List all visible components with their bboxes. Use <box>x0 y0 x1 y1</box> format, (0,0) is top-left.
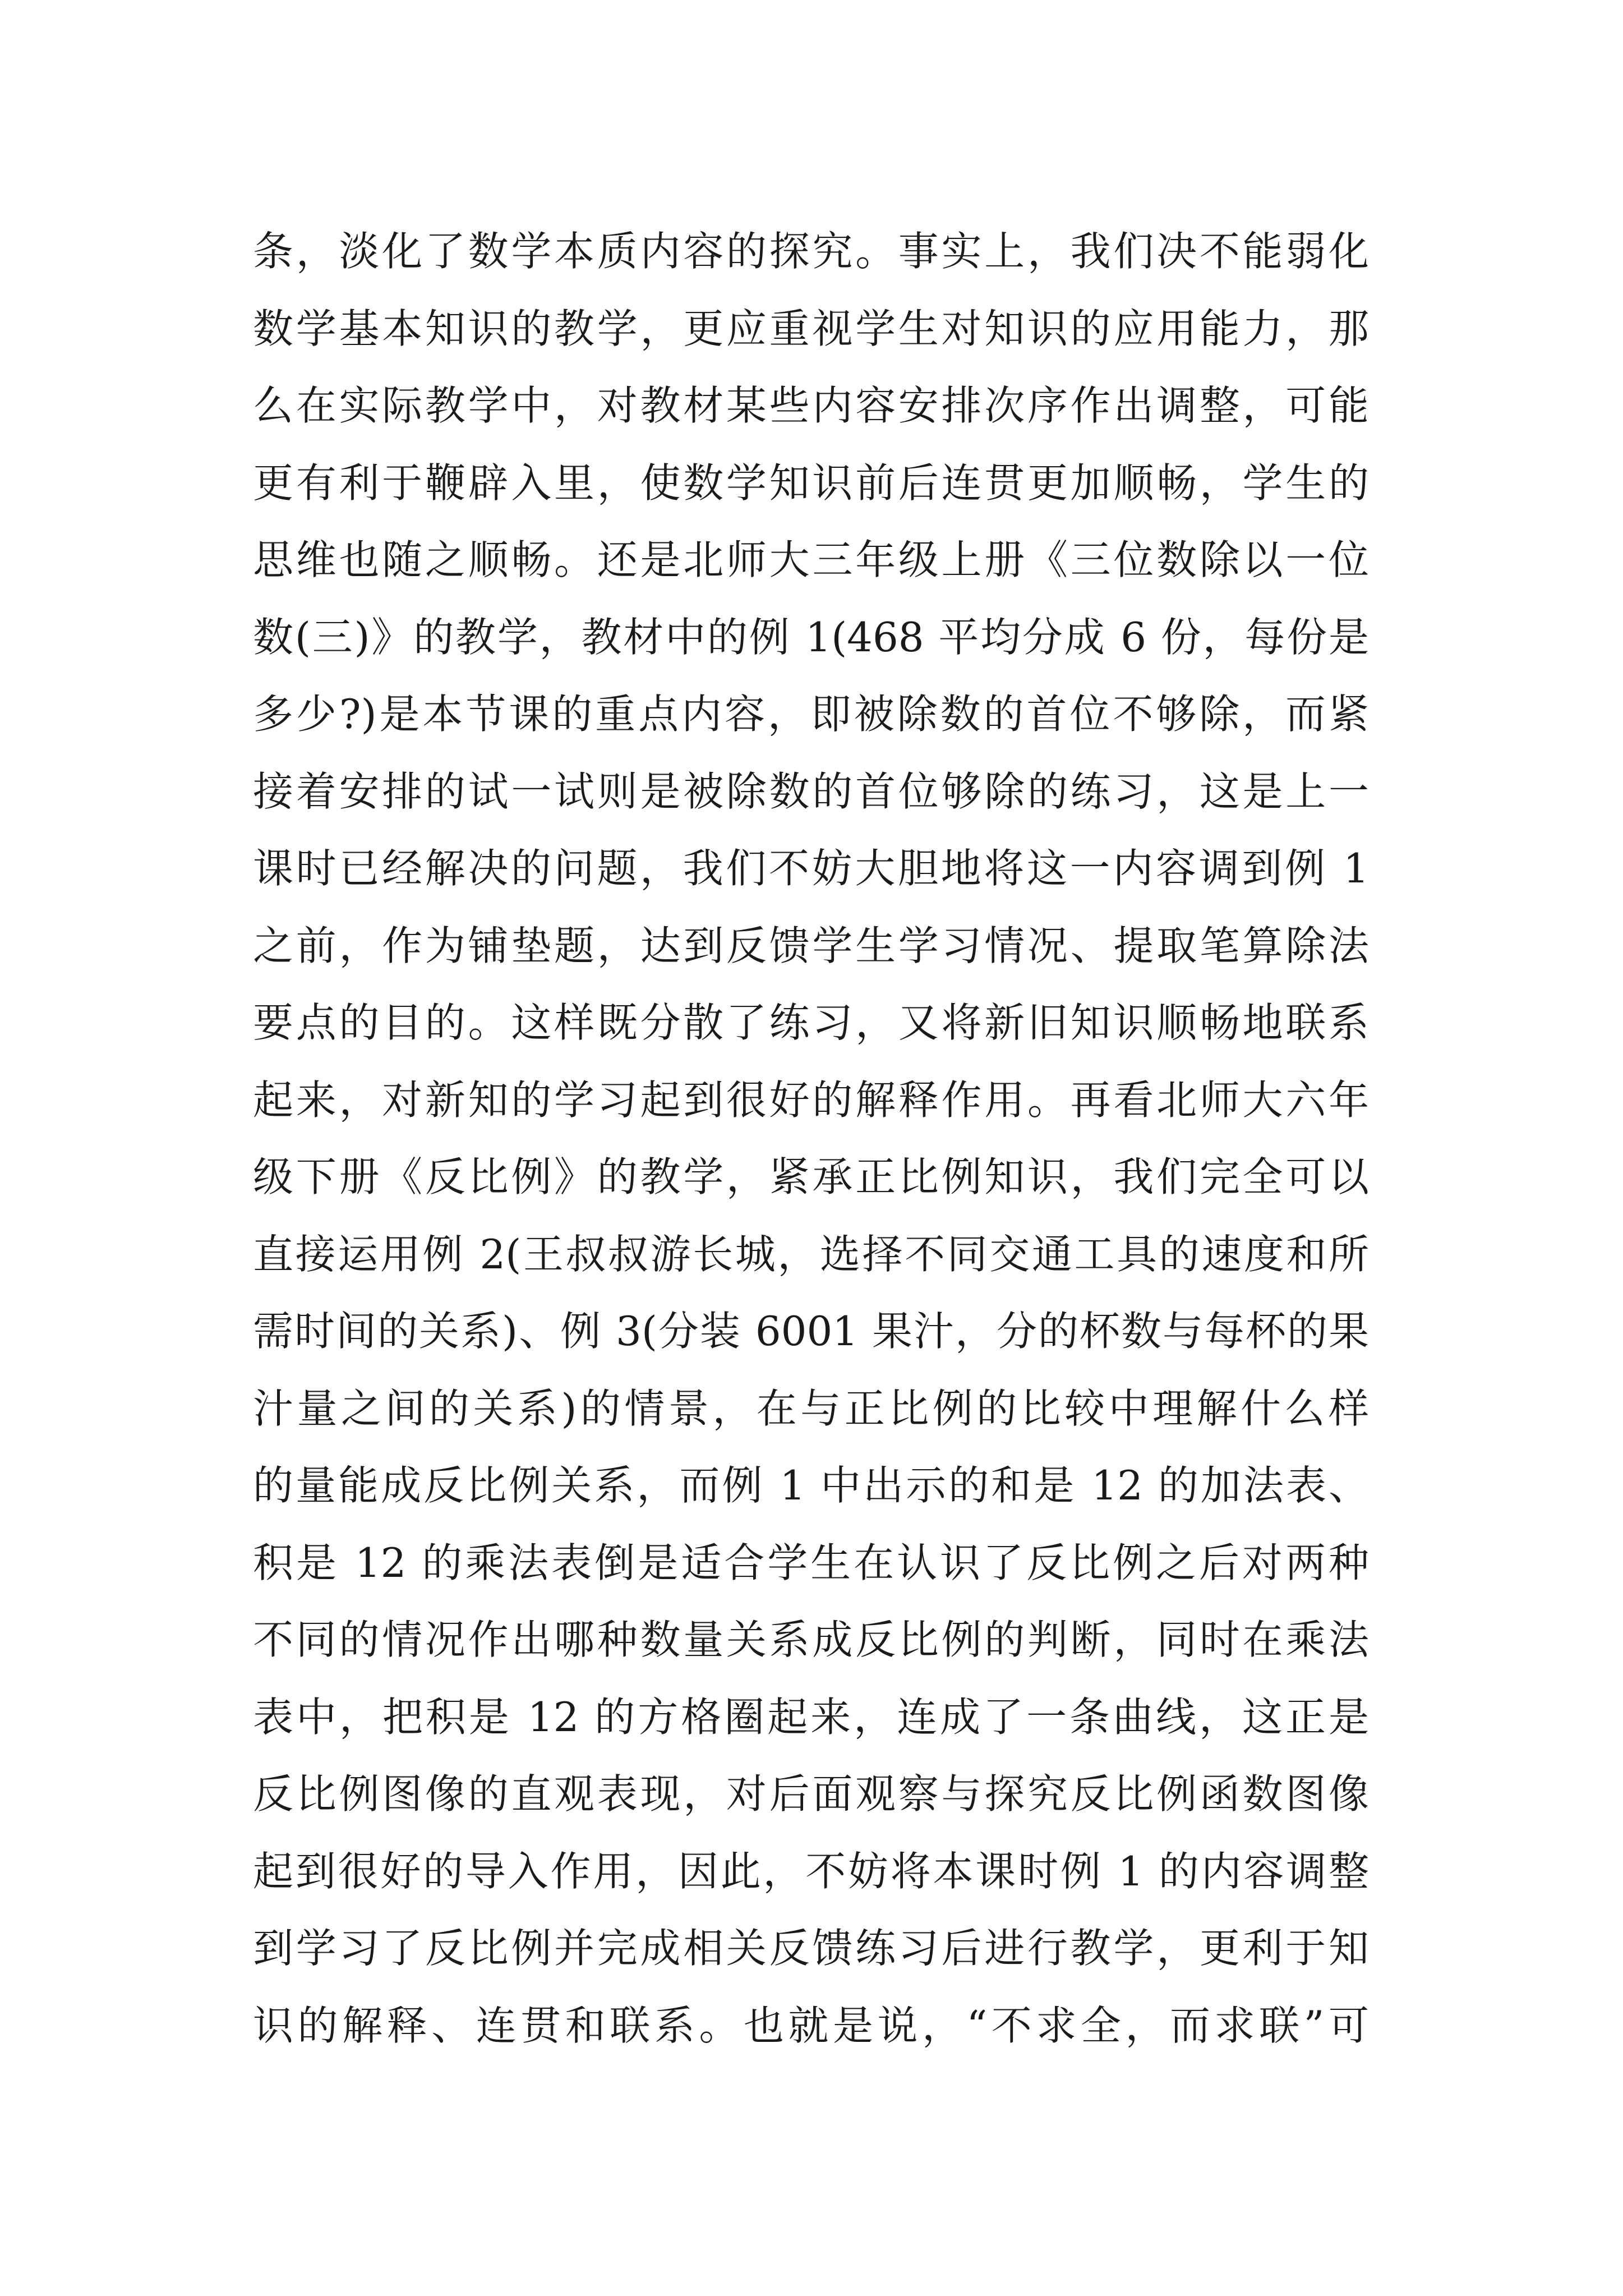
text-line: 直接运用例 2(王叔叔游长城，选择不同交通工具的速度和所 <box>253 1230 1369 1278</box>
text-line: 的量能成反比例关系，而例 1 中出示的和是 12 的加法表、 <box>253 1462 1369 1509</box>
text-line: 起来，对新知的学习起到很好的解释作用。再看北师大六年 <box>253 1076 1369 1124</box>
text-line: 之前，作为铺垫题，达到反馈学生学习情况、提取笔算除法 <box>253 922 1369 969</box>
text-line: 积是 12 的乘法表倒是适合学生在认识了反比例之后对两种 <box>253 1539 1369 1586</box>
text-line: 反比例图像的直观表现，对后面观察与探究反比例函数图像 <box>253 1770 1369 1818</box>
body-paragraph <box>253 213 1369 2064</box>
text-line: 思维也随之顺畅。还是北师大三年级上册《三位数除以一位 <box>253 536 1369 583</box>
text-line: 需时间的关系)、例 3(分装 6001 果汁，分的杯数与每杯的果 <box>253 1308 1369 1355</box>
text-line: 不同的情况作出哪种数量关系成反比例的判断，同时在乘法 <box>253 1616 1369 1663</box>
text-line: 多少?)是本节课的重点内容，即被除数的首位不够除，而紧 <box>253 691 1369 738</box>
text-line: 数(三)》的教学，教材中的例 1(468 平均分成 6 份，每份是 <box>253 613 1369 661</box>
text-line: 条，淡化了数学本质内容的探究。事实上，我们决不能弱化 <box>253 228 1369 275</box>
text-line: 么在实际教学中，对教材某些内容安排次序作出调整，可能 <box>253 382 1369 429</box>
text-line: 课时已经解决的问题，我们不妨大胆地将这一内容调到例 1 <box>253 845 1369 892</box>
text-line: 汁量之间的关系)的情景，在与正比例的比较中理解什么样 <box>253 1384 1369 1432</box>
text-line: 接着安排的试一试则是被除数的首位够除的练习，这是上一 <box>253 767 1369 815</box>
text-line: 要点的目的。这样既分散了练习，又将新旧知识顺畅地联系 <box>253 999 1369 1046</box>
text-line: 级下册《反比例》的教学，紧承正比例知识，我们完全可以 <box>253 1153 1369 1200</box>
text-line: 识的解释、连贯和联系。也就是说，“不求全，而求联”可 <box>253 2001 1369 2049</box>
text-line: 更有利于鞭辟入里，使数学知识前后连贯更加顺畅，学生的 <box>253 459 1369 507</box>
text-line: 到学习了反比例并完成相关反馈练习后进行教学，更利于知 <box>253 1925 1369 1972</box>
text-line: 起到很好的导入作用，因此，不妨将本课时例 1 的内容调整 <box>253 1847 1369 1895</box>
text-line: 表中，把积是 12 的方格圈起来，连成了一条曲线，这正是 <box>253 1693 1369 1741</box>
text-line: 数学基本知识的教学，更应重视学生对知识的应用能力，那 <box>253 305 1369 352</box>
